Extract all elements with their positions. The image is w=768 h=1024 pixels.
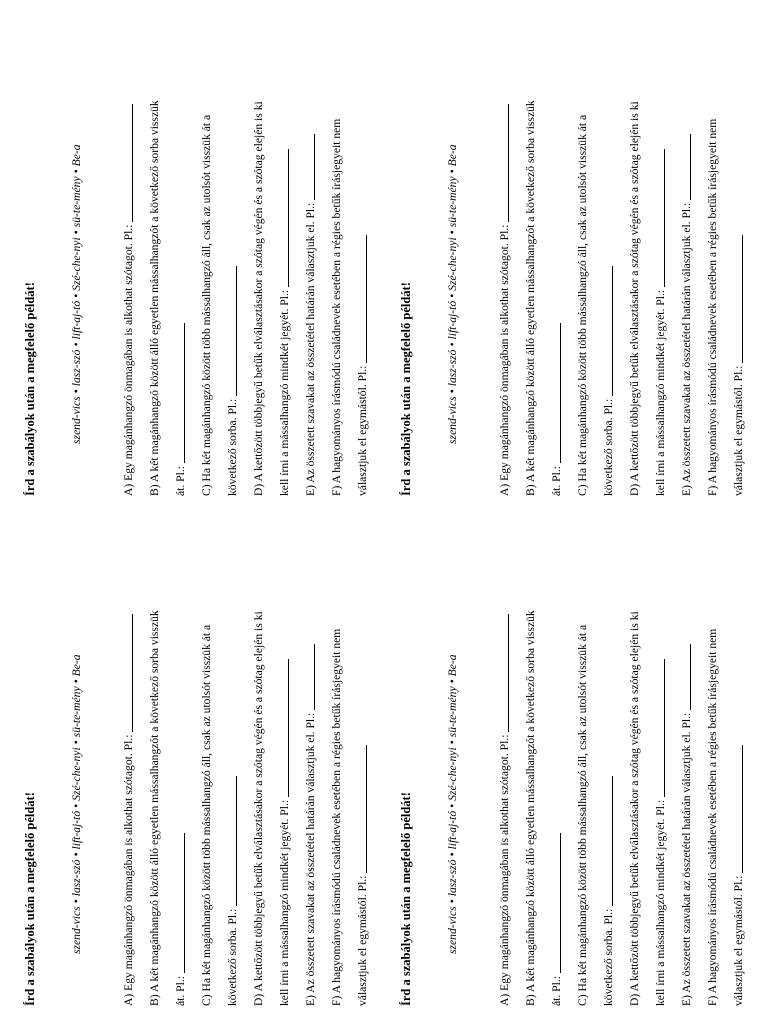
rules-list [492,534,752,1006]
rule-c: C) Ha két magánhangzó között több mássalhangzó áll, csak az utolsót visszük át a következő sorba. Pl.: [200,624,239,1006]
answer-line[interactable] [494,104,509,222]
answer-line[interactable] [598,266,613,396]
answer-line[interactable] [274,149,289,287]
example-word: lasz-szó [446,349,459,387]
answer-line[interactable] [118,614,133,732]
example-word: sü-te-mény [446,176,459,228]
example-word: lasz-szó [446,859,459,897]
rule-f: F) A hagyományos írásmódú családnevek esetében a régies betűk írásjegyeit nem választjuk el egymástól. Pl.: [330,118,369,496]
answer-line[interactable] [274,659,289,797]
rule-d: D) A kettőzött többjegyű betűk elválasztásakor a szótag végén és a szótag elején is ki kell írni a mássalhangzó mindkét jegyét. Pl.: [628,611,667,1006]
example-word: lift-aj-tó [446,810,459,850]
answer-line[interactable] [352,235,367,363]
worksheet-title: Írd a szabályok után a megfelelő példát! [23,282,37,496]
rule-a: A) Egy magánhangzó önmagában is alkothat szótagot. Pl.: [116,24,142,496]
examples-row: szend-vics•lasz-szó•lift-aj-tó•Szé-che-nyi•sü-te-mény•Be-a [70,144,83,444]
example-word: lasz-szó [70,859,83,897]
rule-f: F) A hagyományos írásmódú családnevek esetében a régies betűk írásjegyeit nem választjuk el egymástól. Pl.: [330,628,369,1006]
answer-line[interactable] [676,644,691,710]
example-word: Szé-che-nyi [446,747,459,801]
rule-a: A) Egy magánhangzó önmagában is alkothat szótagot. Pl.: [116,534,142,1006]
example-word: Be-a [446,144,459,167]
example-word: lift-aj-tó [446,300,459,340]
rule-d: D) A kettőzött többjegyű betűk elválasztásakor a szótag végén és a szótag elején is ki kell írni a mássalhangzó mindkét jegyét. Pl.: [252,611,291,1006]
rule-e: E) Az összetett szavakat az összetétel határán választjuk el. Pl.: [674,534,700,1006]
answer-line[interactable] [546,833,561,973]
example-word: Be-a [70,144,83,167]
answer-line[interactable] [118,104,133,222]
examples-row: szend-vics•lasz-szó•lift-aj-tó•Szé-che-nyi•sü-te-mény•Be-a [446,654,459,954]
rule-e: E) Az összetett szavakat az összetétel határán választjuk el. Pl.: [298,24,324,496]
worksheet-copy-bottom-left [22,534,376,1006]
answer-line[interactable] [352,745,367,873]
rule-b: B) A két magánhangzó között álló egyetlen mássalhangzót a következő sorba visszük át. Pl.: [148,610,187,1006]
answer-line[interactable] [222,776,237,906]
example-word: sü-te-mény [446,686,459,738]
example-word: sü-te-mény [70,686,83,738]
example-word: szend-vics [70,906,83,954]
example-word: sü-te-mény [70,176,83,228]
example-word: Be-a [70,654,83,677]
worksheet-title: Írd a szabályok után a megfelelő példát! [399,282,413,496]
rule-a: A) Egy magánhangzó önmagában is alkothat szótagot. Pl.: [492,24,518,496]
answer-line[interactable] [650,659,665,797]
rules-list [116,534,376,1006]
example-word: szend-vics [70,396,83,444]
example-word: lift-aj-tó [70,300,83,340]
answer-line[interactable] [300,644,315,710]
rule-c: C) Ha két magánhangzó között több mássalhangzó áll, csak az utolsót visszük át a következő sorba. Pl.: [576,624,615,1006]
rule-c: C) Ha két magánhangzó között több mássalhangzó áll, csak az utolsót visszük át a következő sorba. Pl.: [576,114,615,496]
answer-line[interactable] [170,833,185,973]
worksheet-title: Írd a szabályok után a megfelelő példát! [399,792,413,1006]
example-word: szend-vics [446,906,459,954]
example-word: lasz-szó [70,349,83,387]
worksheet-copy-top-right [398,24,752,496]
rule-e: E) Az összetett szavakat az összetétel határán választjuk el. Pl.: [298,534,324,1006]
rule-b: B) A két magánhangzó között álló egyetlen mássalhangzót a következő sorba visszük át. Pl.: [524,100,563,496]
example-word: lift-aj-tó [70,810,83,850]
answer-line[interactable] [494,614,509,732]
example-word: szend-vics [446,396,459,444]
example-word: Szé-che-nyi [446,237,459,291]
rule-d: D) A kettőzött többjegyű betűk elválasztásakor a szótag végén és a szótag elején is ki kell írni a mássalhangzó mindkét jegyét. Pl.: [628,101,667,496]
answer-line[interactable] [546,323,561,463]
rule-a: A) Egy magánhangzó önmagában is alkothat szótagot. Pl.: [492,534,518,1006]
rule-b: B) A két magánhangzó között álló egyetlen mássalhangzót a következő sorba visszük át. Pl.: [524,610,563,1006]
rule-b: B) A két magánhangzó között álló egyetlen mássalhangzót a következő sorba visszük át. Pl.: [148,100,187,496]
answer-line[interactable] [650,149,665,287]
examples-row: szend-vics•lasz-szó•lift-aj-tó•Szé-che-nyi•sü-te-mény•Be-a [70,654,83,954]
rules-list [116,24,376,496]
answer-line[interactable] [728,235,743,363]
example-word: Szé-che-nyi [70,237,83,291]
rule-f: F) A hagyományos írásmódú családnevek esetében a régies betűk írásjegyeit nem választjuk el egymástól. Pl.: [706,118,745,496]
example-word: Be-a [446,654,459,677]
answer-line[interactable] [598,776,613,906]
answer-line[interactable] [222,266,237,396]
answer-line[interactable] [728,745,743,873]
worksheet-copy-bottom-right [398,534,752,1006]
examples-row: szend-vics•lasz-szó•lift-aj-tó•Szé-che-nyi•sü-te-mény•Be-a [446,144,459,444]
rule-d: D) A kettőzött többjegyű betűk elválasztásakor a szótag végén és a szótag elején is ki kell írni a mássalhangzó mindkét jegyét. Pl.: [252,101,291,496]
rule-c: C) Ha két magánhangzó között több mássalhangzó áll, csak az utolsót visszük át a következő sorba. Pl.: [200,114,239,496]
example-word: Szé-che-nyi [70,747,83,801]
worksheet-copy-top-left [22,24,376,496]
rule-e: E) Az összetett szavakat az összetétel határán választjuk el. Pl.: [674,24,700,496]
rules-list [492,24,752,496]
answer-line[interactable] [170,323,185,463]
answer-line[interactable] [676,134,691,200]
rule-f: F) A hagyományos írásmódú családnevek esetében a régies betűk írásjegyeit nem választjuk el egymástól. Pl.: [706,628,745,1006]
worksheet-title: Írd a szabályok után a megfelelő példát! [23,792,37,1006]
answer-line[interactable] [300,134,315,200]
